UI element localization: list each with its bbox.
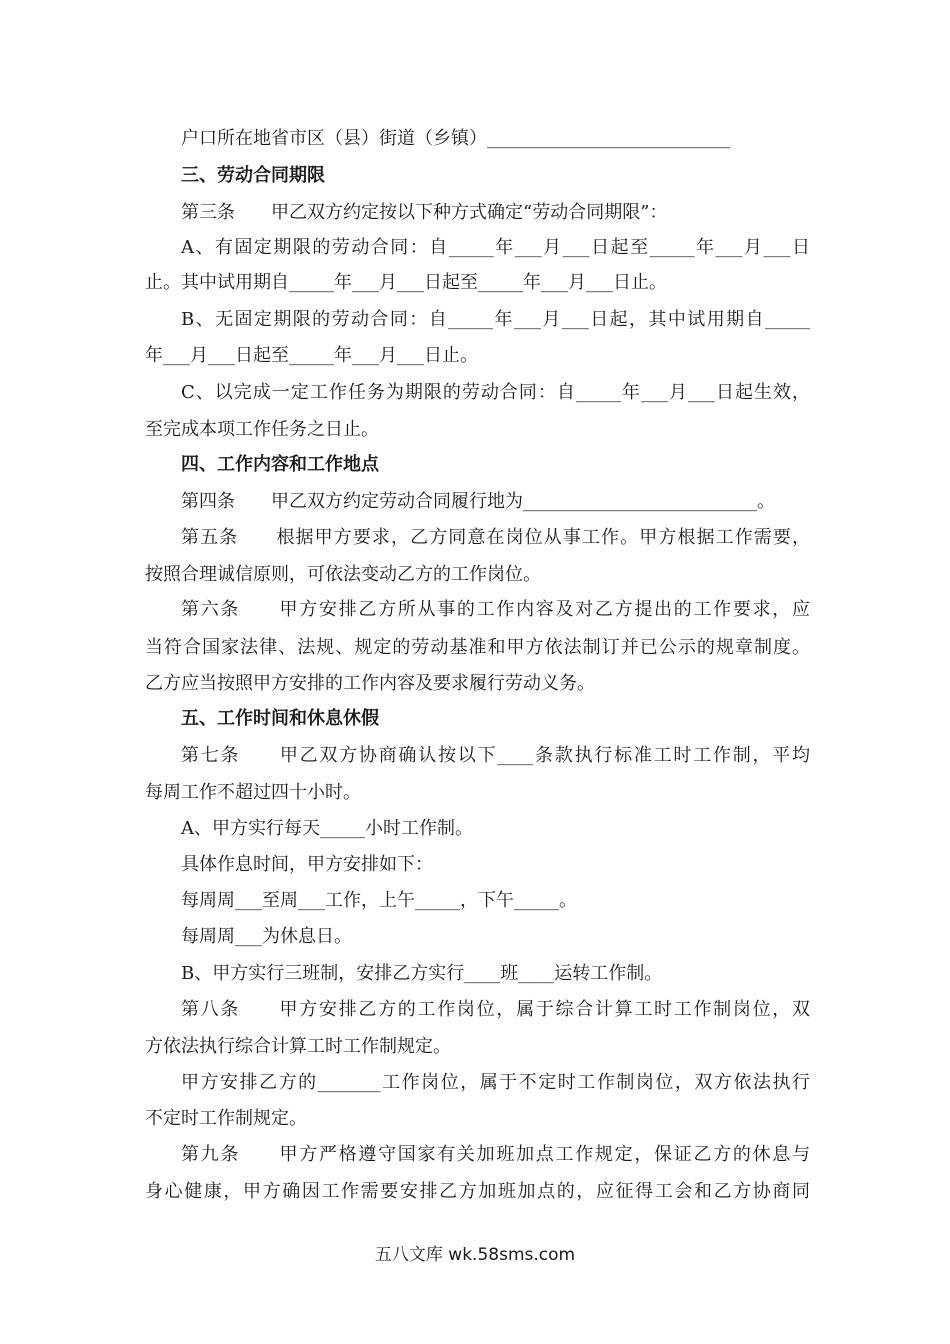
text-line: 年___月___日起至_____年___月___日止。 (145, 345, 478, 366)
text-line: 每周周___至周___工作，上午_____，下午_____。 (181, 890, 577, 911)
text-line: 每周周___为休息日。 (181, 926, 352, 947)
section-heading: 五、工作时间和休息休假 (181, 708, 379, 729)
text-line: 每周工作不超过四十小时。 (145, 782, 361, 803)
text-line: C、以完成一定工作任务为期限的劳动合同：自_____年___月___日起生效， (181, 382, 810, 403)
text-line: 第七条 甲乙双方协商确认按以下____条款执行标准工时工作制，平均 (181, 745, 810, 766)
text-line: 按照合理诚信原则，可依法变动乙方的工作岗位。 (145, 564, 541, 585)
section-heading: 三、劳动合同期限 (181, 165, 325, 186)
text-line: 当符合国家法律、法规、规定的劳动基准和甲方依法制订并已公示的规章制度。 (145, 637, 810, 658)
text-line: 方依法执行综合计算工时工作制规定。 (145, 1036, 451, 1057)
text-line: 身心健康，甲方确因工作需要安排乙方加班加点的，应征得工会和乙方协商同 (145, 1181, 810, 1202)
text-line: 第五条 根据甲方要求，乙方同意在岗位从事工作。甲方根据工作需要， (181, 527, 810, 548)
text-line: B、甲方实行三班制，安排乙方实行____班____运转工作制。 (181, 963, 663, 984)
text-line: 乙方应当按照甲方安排的工作内容及要求履行劳动义务。 (145, 673, 595, 694)
text-line: 第四条 甲乙双方约定劳动合同履行地为__________________________。 (181, 491, 775, 512)
text-line: 户口所在地省市区（县）街道（乡镇）___________________________ (181, 128, 730, 149)
text-line: A、甲方实行每天_____小时工作制。 (181, 818, 473, 839)
section-heading: 四、工作内容和工作地点 (181, 454, 379, 475)
text-line: 止。其中试用期自_____年___月___日起至_____年___月___日止。 (145, 272, 667, 293)
text-line: A、有固定期限的劳动合同：自_____年___月___日起至_____年___月___日 (181, 237, 810, 258)
text-line: 第八条 甲方安排乙方的工作岗位，属于综合计算工时工作制岗位，双 (181, 999, 810, 1020)
text-line: 第三条 甲乙双方约定按以下种方式确定“劳动合同期限”： (181, 202, 668, 223)
text-line: 第九条 甲方严格遵守国家有关加班加点工作规定，保证乙方的休息与 (181, 1144, 810, 1165)
text-line: 不定时工作制规定。 (145, 1108, 307, 1129)
text-line: 第六条 甲方安排乙方所从事的工作内容及对乙方提出的工作要求，应 (181, 599, 810, 620)
text-line: 至完成本项工作任务之日止。 (145, 419, 379, 440)
text-line: 具体作息时间，甲方安排如下： (181, 854, 433, 875)
text-line: B、无固定期限的劳动合同：自_____年___月___日起，其中试用期自_____ (181, 309, 810, 330)
text-line: 甲方安排乙方的_______工作岗位，属于不定时工作制岗位，双方依法执行 (181, 1072, 810, 1093)
footer-watermark: 五八文库 wk.58sms.com (374, 1245, 576, 1265)
